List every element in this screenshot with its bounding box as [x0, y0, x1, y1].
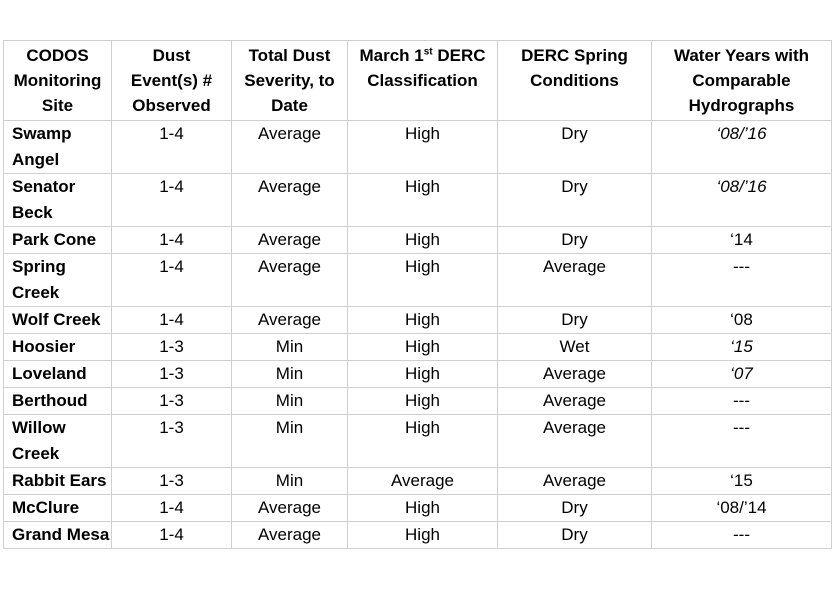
derc-classification-cell: High [348, 522, 498, 549]
header-row [4, 41, 832, 121]
water-years-cell: ‘08/’14 [652, 495, 832, 522]
events-cell: 1-4 [112, 307, 232, 334]
table-row [4, 468, 832, 495]
spring-conditions-cell: Average [498, 388, 652, 415]
table-row [4, 174, 832, 227]
table-row [4, 415, 832, 468]
events-cell: 1-4 [112, 174, 232, 227]
severity-cell: Min [232, 334, 348, 361]
table-row [4, 307, 832, 334]
severity-cell: Min [232, 415, 348, 468]
events-cell: 1-3 [112, 468, 232, 495]
site-cell: Willow Creek [4, 415, 112, 468]
site-cell: McClure [4, 495, 112, 522]
table-row [4, 254, 832, 307]
severity-cell: Average [232, 522, 348, 549]
site-cell: Loveland [4, 361, 112, 388]
derc-classification-cell: High [348, 307, 498, 334]
derc-classification-cell: High [348, 388, 498, 415]
water-years-cell: --- [652, 254, 832, 307]
derc-classification-cell: High [348, 121, 498, 174]
derc-classification-cell: High [348, 174, 498, 227]
events-cell: 1-3 [112, 388, 232, 415]
spring-conditions-cell: Average [498, 415, 652, 468]
events-cell: 1-3 [112, 361, 232, 388]
site-cell: Spring Creek [4, 254, 112, 307]
table-row [4, 334, 832, 361]
events-cell: 1-3 [112, 334, 232, 361]
header-events: Dust Event(s) # Observed [112, 41, 232, 121]
severity-cell: Average [232, 495, 348, 522]
severity-cell: Min [232, 361, 348, 388]
spring-conditions-cell: Average [498, 361, 652, 388]
severity-cell: Average [232, 121, 348, 174]
spring-conditions-cell: Dry [498, 227, 652, 254]
derc-classification-cell: High [348, 254, 498, 307]
water-years-cell: ‘15 [652, 468, 832, 495]
table-row [4, 495, 832, 522]
severity-cell: Average [232, 307, 348, 334]
severity-cell: Min [232, 468, 348, 495]
header-severity: Total Dust Severity, to Date [232, 41, 348, 121]
severity-cell: Min [232, 388, 348, 415]
water-years-cell: ‘08/’16 [652, 174, 832, 227]
water-years-cell: --- [652, 415, 832, 468]
site-cell: Park Cone [4, 227, 112, 254]
site-cell: Berthoud [4, 388, 112, 415]
header-water-years: Water Years with Comparable Hydrographs [652, 41, 832, 121]
table-row [4, 522, 832, 549]
water-years-cell: ‘07 [652, 361, 832, 388]
table-row [4, 361, 832, 388]
severity-cell: Average [232, 227, 348, 254]
water-years-cell: --- [652, 388, 832, 415]
site-cell: Swamp Angel [4, 121, 112, 174]
spring-conditions-cell: Average [498, 254, 652, 307]
header-spring-conditions: DERC Spring Conditions [498, 41, 652, 121]
dust-conditions-table [3, 40, 832, 549]
derc-classification-cell: High [348, 415, 498, 468]
water-years-cell: ‘08 [652, 307, 832, 334]
site-cell: Grand Mesa [4, 522, 112, 549]
table-row [4, 227, 832, 254]
events-cell: 1-4 [112, 254, 232, 307]
header-derc-classification: March 1st DERC Classification [348, 41, 498, 121]
spring-conditions-cell: Dry [498, 495, 652, 522]
site-cell: Senator Beck [4, 174, 112, 227]
site-cell: Rabbit Ears [4, 468, 112, 495]
spring-conditions-cell: Wet [498, 334, 652, 361]
spring-conditions-cell: Dry [498, 522, 652, 549]
spring-conditions-cell: Dry [498, 121, 652, 174]
table-row [4, 388, 832, 415]
events-cell: 1-4 [112, 495, 232, 522]
severity-cell: Average [232, 254, 348, 307]
events-cell: 1-4 [112, 227, 232, 254]
water-years-cell: --- [652, 522, 832, 549]
spring-conditions-cell: Average [498, 468, 652, 495]
derc-classification-cell: High [348, 495, 498, 522]
derc-classification-cell: Average [348, 468, 498, 495]
water-years-cell: ‘15 [652, 334, 832, 361]
spring-conditions-cell: Dry [498, 174, 652, 227]
derc-classification-cell: High [348, 227, 498, 254]
site-cell: Hoosier [4, 334, 112, 361]
water-years-cell: ‘14 [652, 227, 832, 254]
site-cell: Wolf Creek [4, 307, 112, 334]
derc-classification-cell: High [348, 334, 498, 361]
table-row [4, 121, 832, 174]
header-site: CODOS Monitoring Site [4, 41, 112, 121]
table-body [4, 121, 832, 549]
events-cell: 1-4 [112, 121, 232, 174]
derc-classification-cell: High [348, 361, 498, 388]
severity-cell: Average [232, 174, 348, 227]
spring-conditions-cell: Dry [498, 307, 652, 334]
water-years-cell: ‘08/’16 [652, 121, 832, 174]
events-cell: 1-4 [112, 522, 232, 549]
events-cell: 1-3 [112, 415, 232, 468]
